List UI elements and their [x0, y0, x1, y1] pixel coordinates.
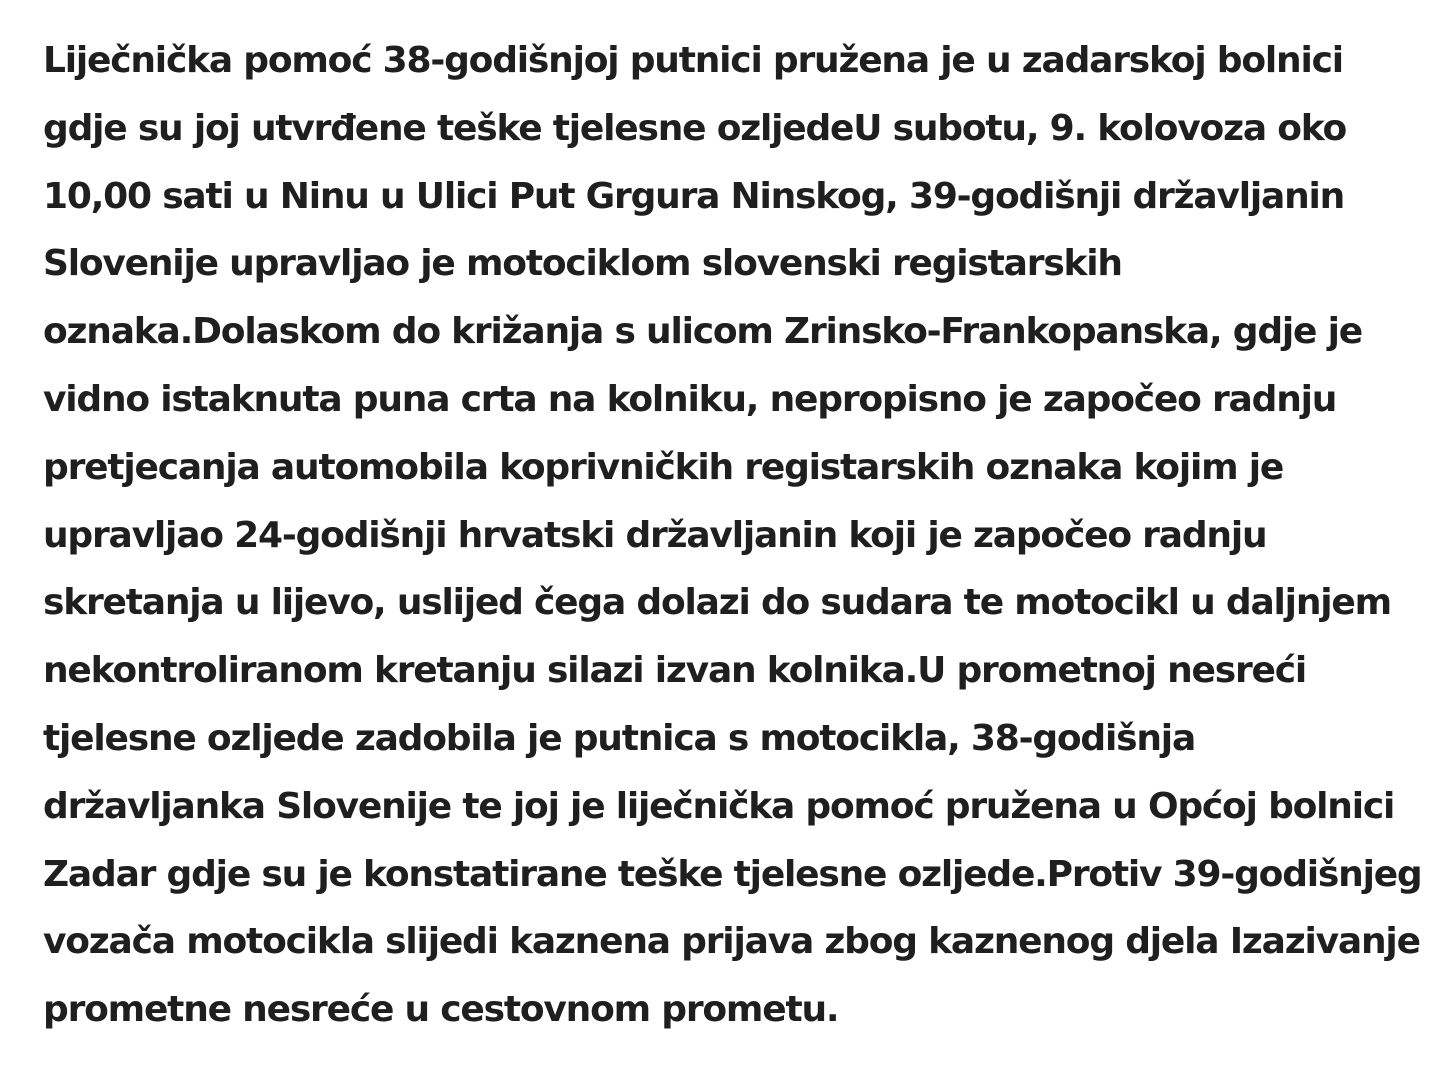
- article-body: [43, 27, 1428, 1044]
- article-paragraph: Liječnička pomoć 38-godišnjoj putnici pružena je u zadarskoj bolnici gdje su joj utvrđene teške tjelesne ozljedeU subotu, 9. kolovoza oko 10,00 sati u Ninu u Ulici Put Grgura Ninskog, 39-godišnji državljanin Slovenije upravljao je motociklom slovenski registarskih oznaka.Dolaskom do križanja s ulicom Zrinsko-Frankopanska, gdje je vidno istaknuta puna crta na kolniku, nepropisno je započeo radnju pretjecanja automobila koprivničkih registarskih oznaka kojim je upravljao 24-godišnji hrvatski državljanin koji je započeo radnju skretanja u lijevo, uslijed čega dolazi do sudara te motocikl u daljnjem nekontroliranom kretanju silazi izvan kolnika.U prometnoj nesreći tjelesne ozljede zadobila je putnica s motocikla, 38-godišnja državljanka Slovenije te joj je liječnička pomoć pružena u Općoj bolnici Zadar gdje su je konstatirane teške tjelesne ozljede.Protiv 39-godišnjeg vozača motocikla slijedi kaznena prijava zbog kaznenog djela Izazivanje prometne nesreće u cestovnom prometu.: [43, 40, 1422, 1031]
